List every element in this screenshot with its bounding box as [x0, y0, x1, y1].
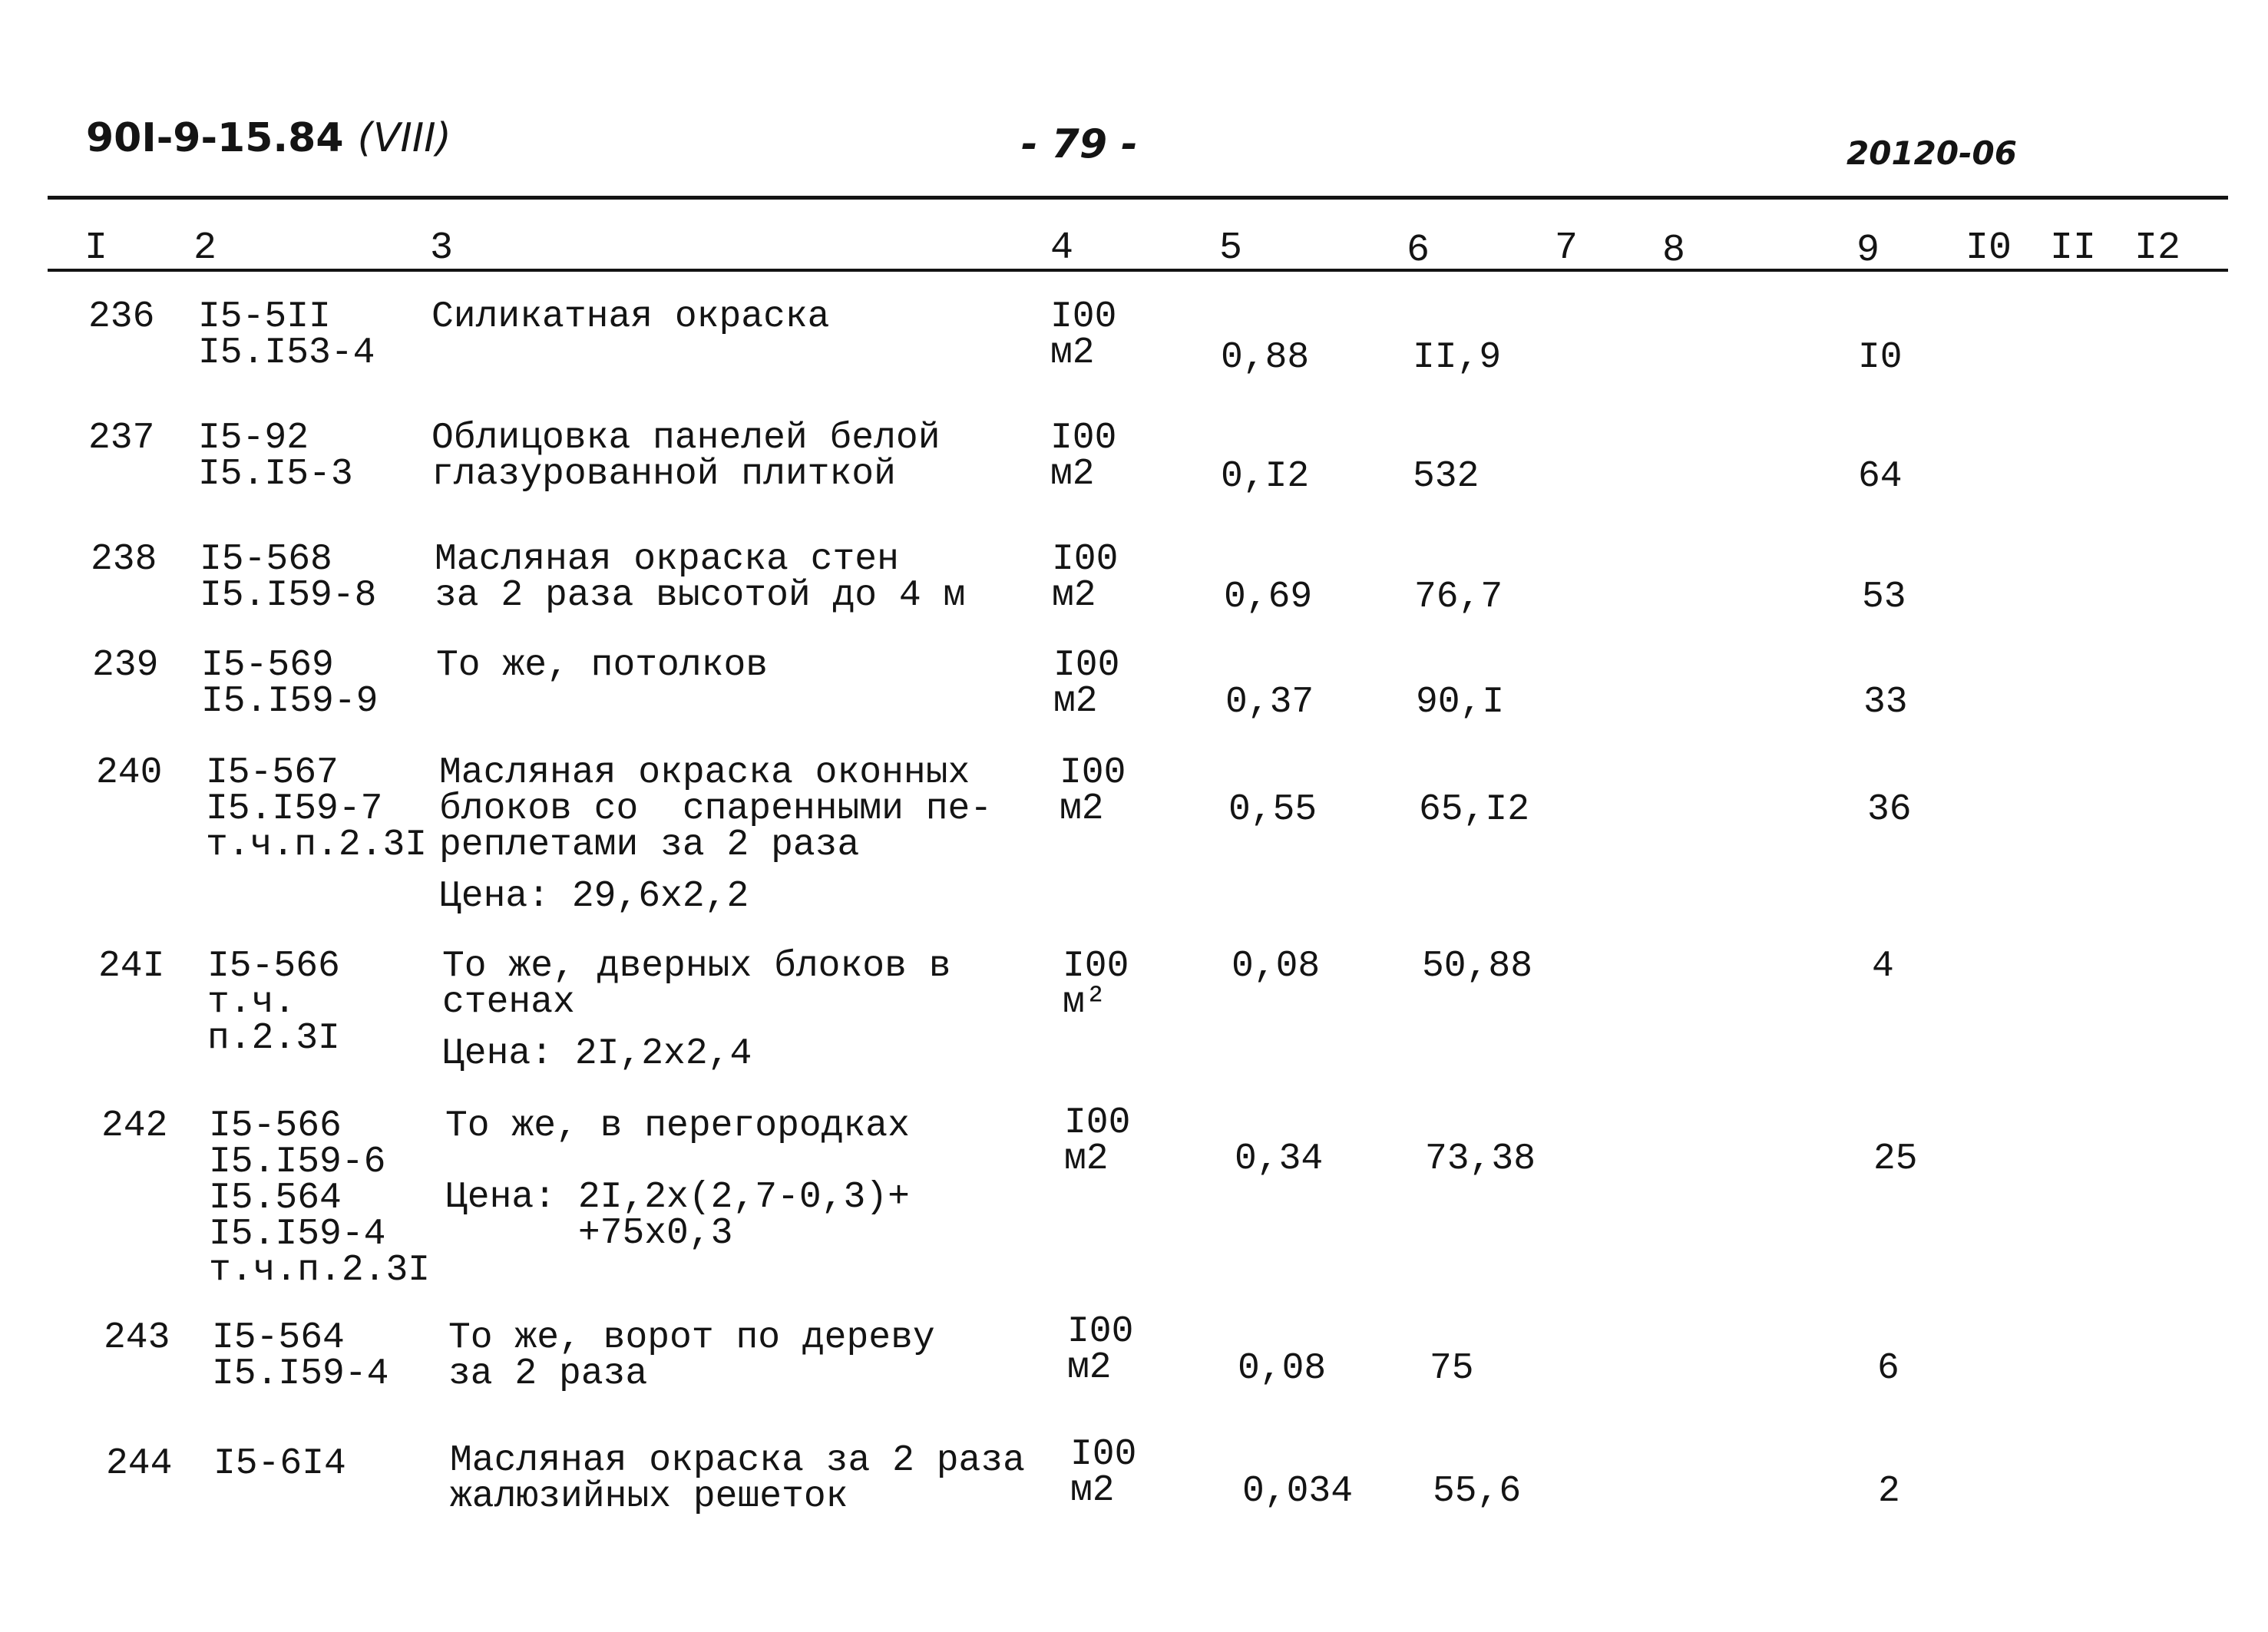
row-number: 240: [96, 752, 163, 794]
quantity: 0,55: [1228, 789, 1317, 831]
row-number: 236: [88, 296, 155, 338]
row-number: 242: [101, 1105, 168, 1147]
unit: I00 м2: [1053, 645, 1120, 722]
work-description: То же, ворот по дереву за 2 раза: [448, 1317, 935, 1395]
unit: I00 м2: [1064, 1102, 1131, 1180]
column-header: 6: [1407, 229, 1430, 273]
unit-price: 532: [1413, 456, 1479, 497]
work-description: Масляная окраска за 2 раза жалюзийных решеток: [450, 1440, 1025, 1518]
quantity: 0,I2: [1221, 456, 1310, 497]
unit: I00 м2: [1050, 418, 1117, 495]
quantity: 0,34: [1235, 1138, 1324, 1180]
table-top-rule: [48, 196, 2228, 200]
unit: I00 м2: [1067, 1311, 1134, 1389]
column-header: 2: [193, 226, 217, 270]
volume-marker: (VIII): [357, 115, 451, 161]
work-description: То же, дверных блоков в стенах: [442, 946, 951, 1023]
work-description: Силикатная окраска: [431, 296, 830, 338]
total-cost: I0: [1858, 337, 1903, 378]
price-code: I5-569 I5.I59-9: [201, 645, 379, 722]
price-code: I5-6I4: [213, 1443, 346, 1485]
price-code: I5-567 I5.I59-7 т.ч.п.2.3I: [206, 752, 428, 866]
row-number: 237: [88, 418, 155, 459]
unit-price: 76,7: [1414, 576, 1503, 618]
price-note: Цена: 29,6х2,2: [439, 876, 749, 917]
unit-price: 50,88: [1422, 946, 1533, 987]
quantity: 0,69: [1224, 576, 1313, 618]
sheet-code: 20120-06: [1846, 134, 2017, 172]
header-bottom-rule: [48, 269, 2228, 272]
quantity: 0,08: [1232, 946, 1321, 987]
price-note: Цена: 2I,2х2,4: [442, 1033, 752, 1075]
quantity: 0,37: [1225, 682, 1314, 723]
unit-price: 73,38: [1425, 1138, 1536, 1180]
column-header: 7: [1555, 226, 1579, 270]
row-number: 239: [92, 645, 159, 686]
total-cost: 6: [1877, 1348, 1899, 1389]
unit-price: 55,6: [1433, 1471, 1522, 1512]
price-code: I5-564 I5.I59-4: [212, 1317, 389, 1395]
unit-price: 65,I2: [1419, 789, 1530, 831]
work-description: Масляная окраска стен за 2 раза высотой до 4 м: [435, 539, 966, 616]
column-header: 9: [1856, 229, 1880, 273]
row-number: 24I: [98, 946, 165, 987]
unit: I00 м2: [1052, 539, 1119, 616]
column-header: 4: [1050, 226, 1074, 270]
total-cost: 2: [1878, 1471, 1900, 1512]
quantity: 0,88: [1221, 337, 1310, 378]
total-cost: 36: [1867, 789, 1912, 831]
price-code: I5-5II I5.I53-4: [198, 296, 375, 374]
column-header: I2: [2134, 226, 2181, 270]
price-code: I5-568 I5.I59-8: [200, 539, 377, 616]
total-cost: 53: [1862, 576, 1906, 618]
unit-price: II,9: [1413, 337, 1502, 378]
row-number: 238: [91, 539, 157, 580]
column-header: I: [84, 226, 108, 270]
unit: I00 м2: [1060, 752, 1126, 830]
total-cost: 64: [1858, 456, 1903, 497]
row-number: 243: [104, 1317, 170, 1359]
work-description: То же, потолков: [436, 645, 769, 686]
price-code: I5-92 I5.I5-3: [198, 418, 353, 495]
unit-price: 90,I: [1416, 682, 1505, 723]
unit-price: 75: [1430, 1348, 1474, 1389]
document-code-text: 90I-9-15.84: [86, 115, 344, 161]
total-cost: 33: [1863, 682, 1908, 723]
column-header: II: [2050, 226, 2097, 270]
column-header: I0: [1965, 226, 2012, 270]
total-cost: 25: [1873, 1138, 1918, 1180]
price-note: Цена: 2I,2х(2,7-0,3)+ +75х0,3: [445, 1177, 910, 1254]
work-description: То же, в перегородках: [445, 1105, 910, 1147]
unit: I00 м2: [1070, 1434, 1137, 1511]
unit: I00 м²: [1063, 946, 1129, 1023]
row-number: 244: [106, 1443, 173, 1485]
quantity: 0,08: [1238, 1348, 1327, 1389]
column-header: 3: [430, 226, 454, 270]
unit: I00 м2: [1050, 296, 1117, 374]
price-code: I5-566 I5.I59-6 I5.564 I5.I59-4 т.ч.п.2.3I: [209, 1105, 431, 1291]
work-description: Масляная окраска оконных блоков со спаренными пе- реплетами за 2 раза: [439, 752, 993, 866]
price-code: I5-566 т.ч. п.2.3I: [207, 946, 340, 1059]
work-description: Облицовка панелей белой глазурованной плиткой: [431, 418, 941, 495]
total-cost: 4: [1872, 946, 1894, 987]
page-number: - 79 -: [1021, 121, 1138, 167]
quantity: 0,034: [1242, 1471, 1354, 1512]
column-header: 8: [1662, 229, 1686, 273]
document-code: [86, 115, 451, 161]
column-header: 5: [1219, 226, 1243, 270]
